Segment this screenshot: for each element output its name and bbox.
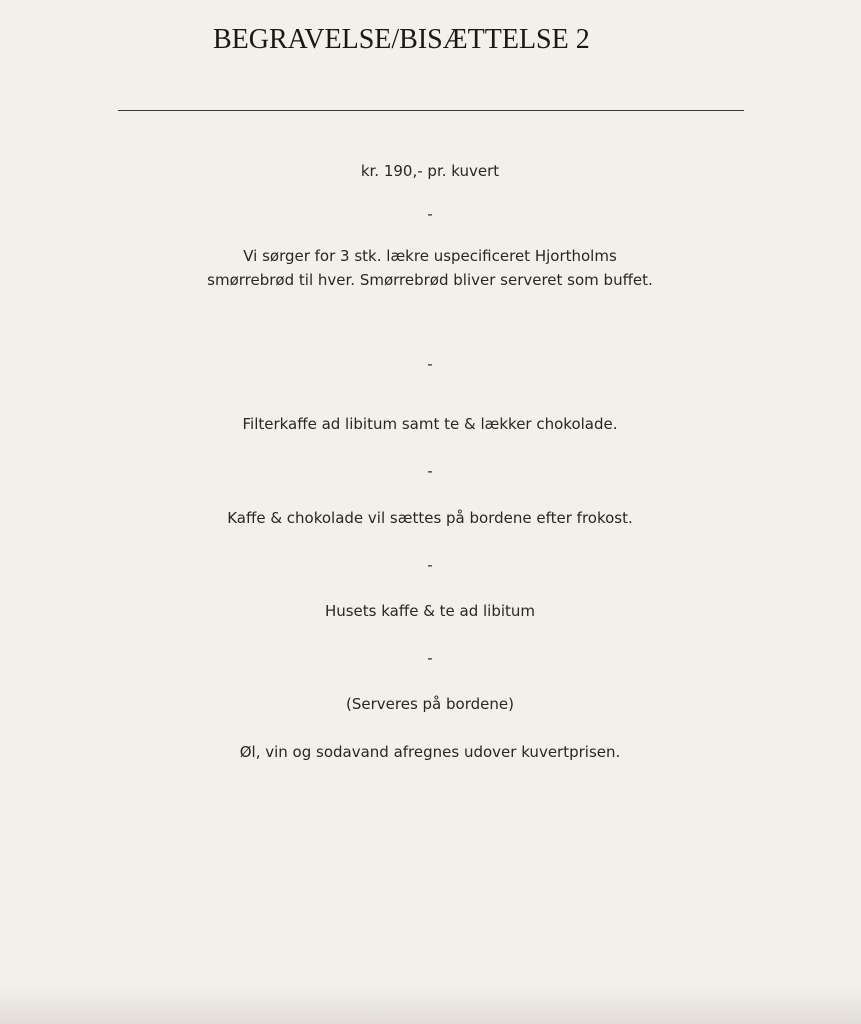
separator-2: - bbox=[427, 355, 433, 373]
bottom-shadow bbox=[0, 985, 861, 1024]
page-title: BEGRAVELSE/BISÆTTELSE 2 bbox=[213, 24, 590, 55]
separator-4: - bbox=[427, 556, 433, 574]
house-coffee-text: Husets kaffe & te ad libitum bbox=[324, 602, 536, 620]
separator-5: - bbox=[427, 649, 433, 667]
served-note-text: (Serveres på bordene) bbox=[346, 695, 514, 713]
separator-3: - bbox=[427, 462, 433, 480]
price-text: kr. 190,- pr. kuvert bbox=[360, 162, 500, 180]
separator-1: - bbox=[427, 205, 433, 223]
title-divider bbox=[118, 110, 744, 111]
description-text: Vi sørger for 3 stk. lækre uspecificeret Hjortholms smørrebrød til hver. Smørrebrød bliver serveret som buffet. bbox=[207, 247, 653, 289]
coffee-note-text: Kaffe & chokolade vil sættes på bordene efter frokost. bbox=[227, 509, 633, 527]
coffee-text: Filterkaffe ad libitum samt te & lækker chokolade. bbox=[242, 415, 618, 433]
drinks-note-text: Øl, vin og sodavand afregnes udover kuvertprisen. bbox=[239, 743, 621, 761]
